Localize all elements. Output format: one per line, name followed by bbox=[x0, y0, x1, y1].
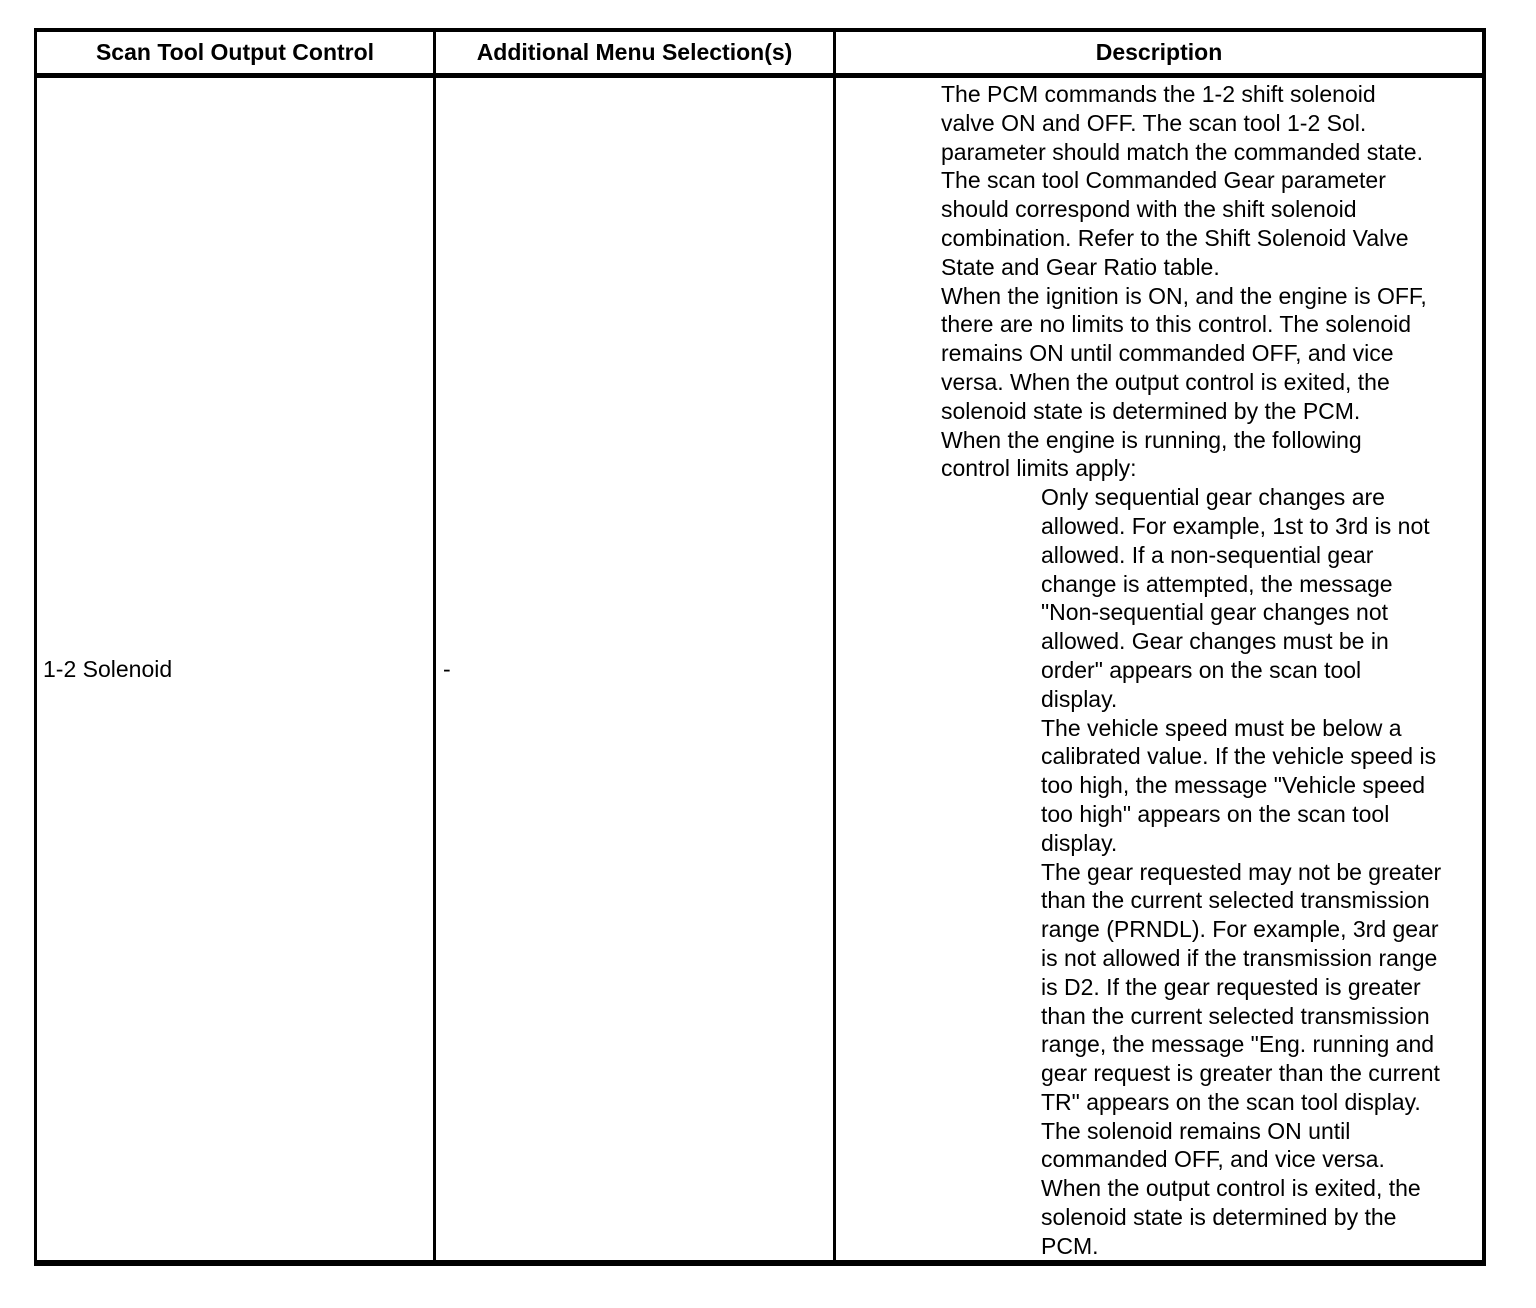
cell-output-control: 1-2 Solenoid bbox=[43, 656, 173, 682]
column-divider bbox=[833, 32, 836, 1260]
description-line: parameter should match the commanded state. bbox=[941, 138, 1423, 165]
column-divider bbox=[433, 32, 436, 1260]
limit-line: order" appears on the scan tool bbox=[1041, 656, 1362, 683]
limit-line: allowed. If a non-sequential gear bbox=[1041, 541, 1374, 568]
description-intro bbox=[941, 80, 1481, 483]
description-line: should correspond with the shift solenoid bbox=[941, 196, 1357, 223]
description-line: combination. Refer to the Shift Solenoid Valve bbox=[941, 224, 1409, 251]
description-line: valve ON and OFF. The scan tool 1-2 Sol. bbox=[941, 109, 1367, 136]
limit-line: "Non-sequential gear changes not bbox=[1041, 599, 1389, 626]
limit-line: When the output control is exited, the bbox=[1041, 1175, 1421, 1202]
limit-line: change is attempted, the message bbox=[1041, 570, 1393, 597]
description-line: State and Gear Ratio table. bbox=[941, 253, 1220, 280]
limit-line: is D2. If the gear requested is greater bbox=[1041, 973, 1421, 1000]
description-line: The PCM commands the 1-2 shift solenoid bbox=[941, 81, 1376, 107]
limit-line: display. bbox=[1041, 685, 1118, 712]
description-line: When the ignition is ON, and the engine is OFF, bbox=[941, 282, 1427, 309]
limit-line: The vehicle speed must be below a bbox=[1041, 714, 1402, 741]
description-control-limits bbox=[941, 483, 1481, 1261]
limit-line: gear request is greater than the current bbox=[1041, 1060, 1440, 1087]
limit-line: is not allowed if the transmission range bbox=[1041, 944, 1438, 971]
description-line: When the engine is running, the following bbox=[941, 426, 1362, 453]
header-additional-menu-selections: Additional Menu Selection(s) bbox=[476, 39, 793, 65]
limit-line: than the current selected transmission bbox=[1041, 887, 1430, 914]
cell-menu-selection: - bbox=[443, 656, 451, 682]
description-line: versa. When the output control is exited, the bbox=[941, 368, 1390, 395]
limit-line: range, the message "Eng. running and bbox=[1041, 1031, 1435, 1058]
limit-line: too high" appears on the scan tool bbox=[1041, 800, 1390, 827]
limit-line: allowed. For example, 1st to 3rd is not bbox=[1041, 512, 1430, 539]
cell-description bbox=[941, 80, 1481, 1261]
output-control-table bbox=[34, 28, 1486, 1266]
description-line: there are no limits to this control. The solenoid bbox=[941, 311, 1412, 338]
limit-line: display. bbox=[1041, 829, 1118, 856]
description-line: The scan tool Commanded Gear parameter bbox=[941, 167, 1386, 194]
limit-line: range (PRNDL). For example, 3rd gear bbox=[1041, 916, 1439, 943]
description-line: solenoid state is determined by the PCM. bbox=[941, 397, 1361, 424]
limit-line: allowed. Gear changes must be in bbox=[1041, 628, 1389, 655]
limit-line: Only sequential gear changes are bbox=[1041, 484, 1385, 511]
limit-line: PCM. bbox=[1041, 1232, 1099, 1259]
description-line: remains ON until commanded OFF, and vice bbox=[941, 340, 1394, 367]
header-description: Description bbox=[1095, 39, 1223, 65]
table-header-row bbox=[37, 32, 1482, 78]
limit-line: than the current selected transmission bbox=[1041, 1002, 1430, 1029]
header-scan-tool-output-control: Scan Tool Output Control bbox=[95, 39, 375, 65]
limit-line: too high, the message "Vehicle speed bbox=[1041, 772, 1426, 799]
limit-line: commanded OFF, and vice versa. bbox=[1041, 1146, 1385, 1173]
description-line: control limits apply: bbox=[941, 455, 1137, 482]
limit-line: The solenoid remains ON until bbox=[1041, 1117, 1351, 1144]
limit-line: solenoid state is determined by the bbox=[1041, 1204, 1397, 1231]
limit-line: calibrated value. If the vehicle speed is bbox=[1041, 743, 1437, 770]
limit-line: The gear requested may not be greater bbox=[1041, 858, 1442, 885]
limit-line: TR" appears on the scan tool display. bbox=[1041, 1088, 1421, 1115]
